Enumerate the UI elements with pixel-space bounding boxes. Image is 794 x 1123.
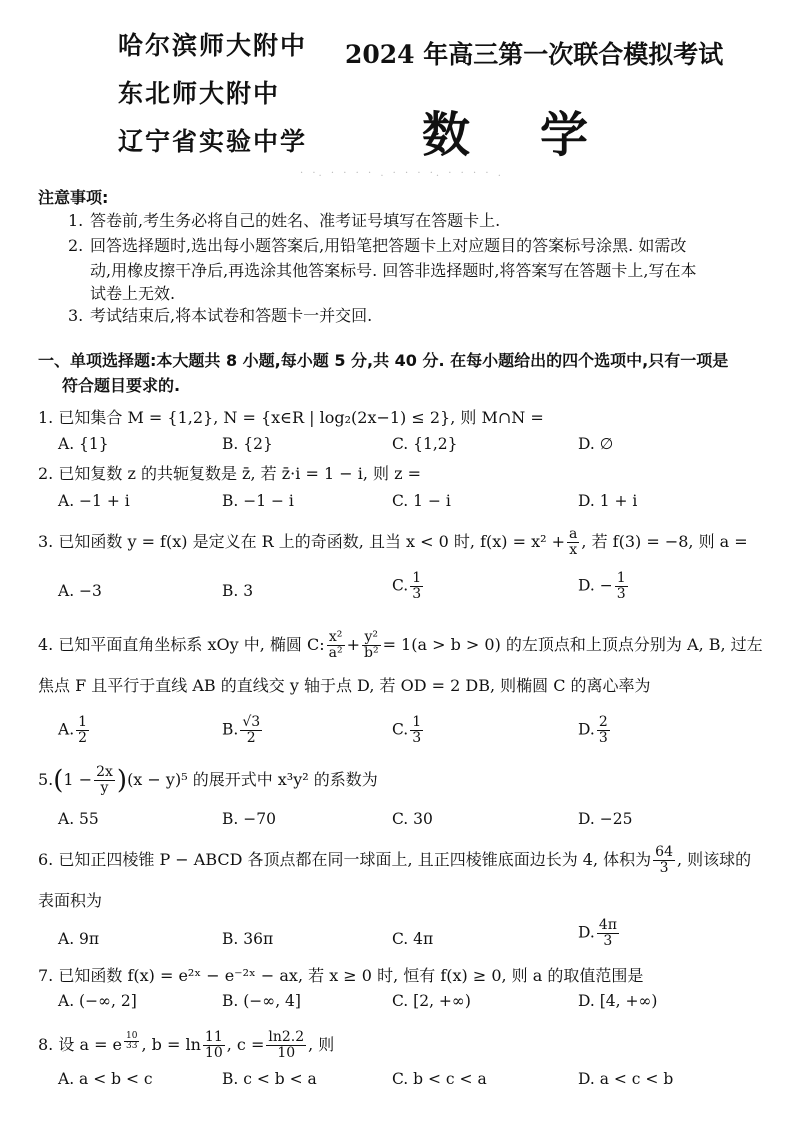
question-6-option-b: B. 36π <box>222 930 274 948</box>
question-8-option-d: D. a < c < b <box>578 1070 674 1088</box>
question-6-option-d: D. $\frac{4\pi}{3}$ <box>578 917 617 949</box>
question-4-option-c: C. $\frac{1}{3}$ <box>392 714 422 746</box>
question-6-option-a: A. 9π <box>58 930 100 948</box>
question-4-option-a: A. $\frac{1}{2}$ <box>58 714 88 746</box>
question-4-stem: 4. 已知平面直角坐标系 xOy 中, 椭圆 C: $\frac{\text{x²}}{\text{a²}}$ + $\frac{\text{y²}}{\text{b²}}$ = 1(a > b > 0) 的左顶点和上顶点分别为 A, B, 过左 <box>38 629 763 661</box>
question-5-option-d: D. −25 <box>578 810 633 828</box>
note-item: 2. 回答选择题时,选出每小题答案后,用铅笔把答题卡上对应题目的答案标号涂黑. 如需改 <box>68 236 687 255</box>
question-4-option-d: D. $\frac{2}{3}$ <box>578 714 608 746</box>
question-8-option-a: A. a < b < c <box>58 1070 153 1088</box>
question-7-option-c: C. [2, +∞) <box>392 992 471 1010</box>
question-1-option-a: A. {1} <box>58 435 109 453</box>
question-5-option-c: C. 30 <box>392 810 433 828</box>
question-2-option-d: D. 1 + i <box>578 492 638 510</box>
question-5-stem: 5.(1 − $\frac{2x}{y}$ )(x − y)⁵ 的展开式中 x³y² 的系数为 <box>38 764 378 796</box>
question-8-option-b: B. c < b < a <box>222 1070 317 1088</box>
question-3-option-d: D. − $\frac{1}{3}$ <box>578 570 626 602</box>
question-8-stem: 8. 设 a = e $^{\frac{10}{33}}$ , b = ln $\frac{11}{10}$ , c = $\frac{\ln 2.2}{10}$ , 则 <box>38 1029 335 1061</box>
question-6-stem: 6. 已知正四棱锥 P − ABCD 各顶点都在同一球面上, 且正四棱锥底面边长为 4, 体积为 $\frac{64}{3}$ , 则该球的 <box>38 844 752 876</box>
question-8-option-c: C. b < c < a <box>392 1070 487 1088</box>
subject-title: 数学 <box>422 107 659 163</box>
question-1-option-c: C. {1,2} <box>392 435 458 453</box>
note-item: 动,用橡皮擦干净后,再选涂其他答案标号. 回答非选择题时,将答案写在答题卡上,写在本 <box>90 261 697 280</box>
question-7-option-a: A. (−∞, 2] <box>58 992 137 1010</box>
question-3-option-b: B. 3 <box>222 582 254 600</box>
question-5-option-b: B. −70 <box>222 810 276 828</box>
question-3-stem: 3. 已知函数 y = f(x) 是定义在 R 上的奇函数, 且当 x < 0 时, f(x) = x² + $\frac{a}{x}$ , 若 f(3) = −8, 则 a = <box>38 526 748 558</box>
school-name-1: 哈尔滨师大附中 <box>118 31 308 60</box>
school-name-2: 东北师大附中 <box>118 79 281 108</box>
question-6-option-c: C. 4π <box>392 930 434 948</box>
notes-heading: 注意事项: <box>38 188 109 207</box>
question-2-option-c: C. 1 − i <box>392 492 451 510</box>
school-name-3: 辽宁省实验中学 <box>118 127 308 156</box>
question-3-option-a: A. −3 <box>58 582 102 600</box>
question-6-stem-line2: 表面积为 <box>38 891 103 910</box>
note-item: 试卷上无效. <box>90 284 176 303</box>
question-1-option-b: B. {2} <box>222 435 273 453</box>
question-1-stem: 1. 已知集合 M = {1,2}, N = {x∈R | log₂(2x−1) ≤ 2}, 则 M∩N = <box>38 408 544 427</box>
note-item: 1. 答卷前,考生务必将自己的姓名、准考证号填写在答题卡上. <box>68 211 501 230</box>
question-7-stem: 7. 已知函数 f(x) = e²ˣ − e⁻²ˣ − ax, 若 x ≥ 0 时, 恒有 f(x) ≥ 0, 则 a 的取值范围是 <box>38 966 644 985</box>
question-2-stem: 2. 已知复数 z 的共轭复数是 z̄, 若 z̄·i = 1 − i, 则 z = <box>38 464 421 483</box>
question-2-option-b: B. −1 − i <box>222 492 294 510</box>
question-7-option-b: B. (−∞, 4] <box>222 992 301 1010</box>
question-5-option-a: A. 55 <box>58 810 99 828</box>
note-item: 3. 考试结束后,将本试卷和答题卡一并交回. <box>68 306 373 325</box>
question-7-option-d: D. [4, +∞) <box>578 992 658 1010</box>
question-4-option-b: B. $\frac{√3}{2}$ <box>222 714 261 746</box>
question-2-option-a: A. −1 + i <box>58 492 130 510</box>
scan-noise: · ·. · · · · . · · · ·. · · · · . <box>300 168 504 179</box>
question-1-option-d: D. ∅ <box>578 435 614 453</box>
exam-title: 2024 年高三第一次联合模拟考试 <box>345 40 724 69</box>
section-heading: 一、单项选择题:本大题共 8 小题,每小题 5 分,共 40 分. 在每小题给出的四个选项中,只有一项是 符合题目要求的. <box>38 351 729 395</box>
question-3-option-c: C. $\frac{1}{3}$ <box>392 570 422 602</box>
question-4-stem-line2: 焦点 F 且平行于直线 AB 的直线交 y 轴于点 D, 若 OD = 2 DB, 则椭圆 C 的离心率为 <box>38 676 651 695</box>
